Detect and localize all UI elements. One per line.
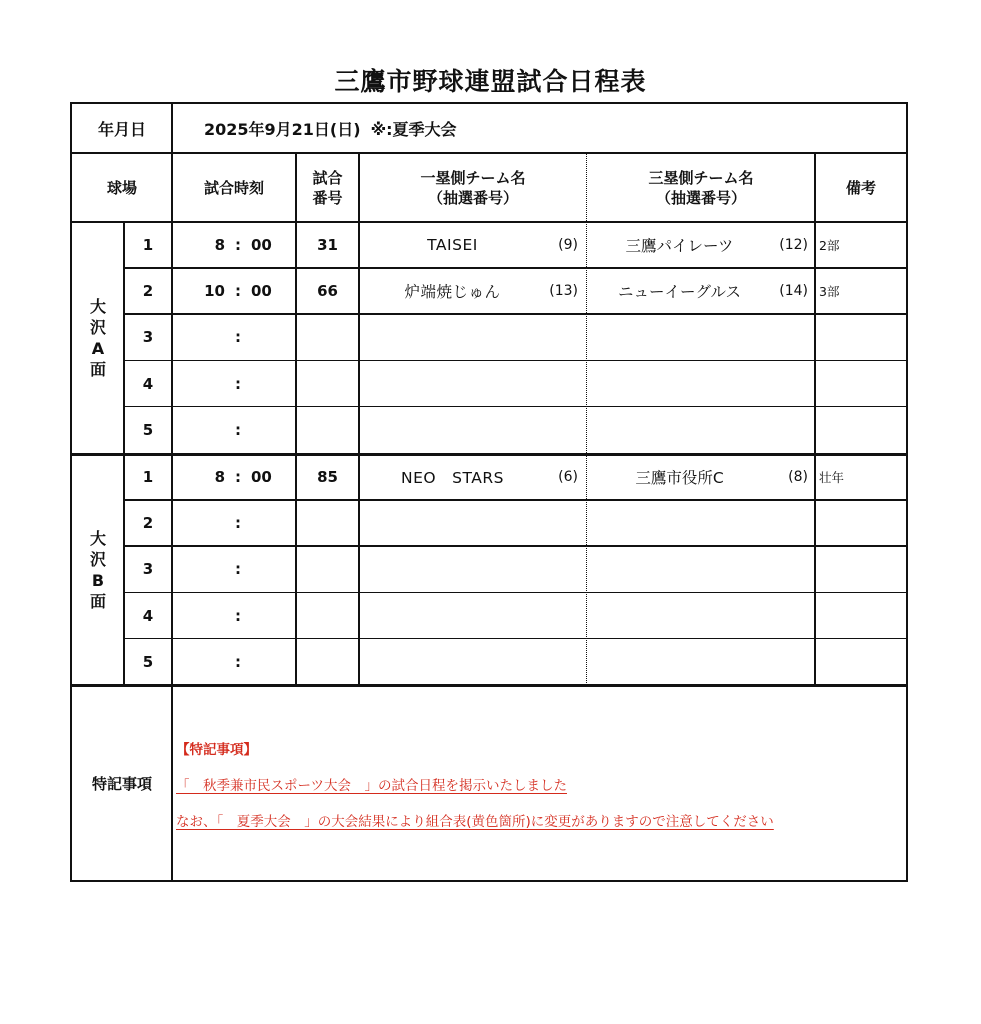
third-base-draw: (12) xyxy=(779,237,808,254)
first-base-team xyxy=(375,361,530,407)
first-base-draw xyxy=(530,314,584,360)
header-third-base-team xyxy=(587,153,815,222)
slot-number: 3 xyxy=(142,560,154,579)
match-hour xyxy=(172,639,225,685)
third-base-team xyxy=(597,546,762,592)
first-base-team: NEO STARS xyxy=(401,469,504,488)
match-minute: 00 xyxy=(251,468,272,487)
venue-b-label xyxy=(72,454,124,685)
third-base-draw xyxy=(762,546,814,592)
venue-a-label xyxy=(72,222,124,454)
time-separator: : xyxy=(235,468,241,487)
tournament-note: ※:夏季大会 xyxy=(370,120,457,139)
time-separator: : xyxy=(235,328,241,347)
third-base-team: 三鷹パイレーツ xyxy=(625,237,734,256)
remarks-cell xyxy=(819,361,905,407)
remarks-cell xyxy=(819,639,905,685)
slot-number: 3 xyxy=(142,328,154,347)
match-hour: 10 xyxy=(204,282,225,301)
third-base-team xyxy=(597,361,762,407)
match-number: 85 xyxy=(317,468,338,487)
first-base-team xyxy=(375,639,530,685)
match-hour xyxy=(172,407,225,453)
match-minute xyxy=(251,593,296,639)
match-minute: 00 xyxy=(251,282,272,301)
time-separator: : xyxy=(235,282,241,301)
venue-b-char: 沢 xyxy=(89,549,106,569)
match-hour: 8 xyxy=(214,236,225,255)
match-hour xyxy=(172,361,225,407)
match-number: 66 xyxy=(317,282,338,301)
first-base-draw xyxy=(530,639,584,685)
slot-number: 2 xyxy=(142,514,154,533)
first-base-team xyxy=(375,500,530,546)
first-base-draw: (13) xyxy=(549,283,578,300)
third-base-draw: (14) xyxy=(779,283,808,300)
date-value: 2025年9月21日(日) xyxy=(204,120,361,139)
third-base-team: 三鷹市役所C xyxy=(635,469,724,488)
match-number: 31 xyxy=(317,236,338,255)
match-hour xyxy=(172,546,225,592)
match-number xyxy=(296,546,359,592)
remarks-cell xyxy=(819,593,905,639)
header-match-no xyxy=(296,153,359,222)
third-base-draw xyxy=(762,361,814,407)
header-venue: 球場 xyxy=(106,178,137,197)
header-third-team-line2: （抽選番号） xyxy=(655,188,746,207)
slot-number: 1 xyxy=(142,236,154,255)
match-hour xyxy=(172,500,225,546)
header-remarks: 備考 xyxy=(845,178,876,197)
match-minute xyxy=(251,314,296,360)
header-first-team-line1: 一塁側チーム名 xyxy=(420,168,526,187)
first-base-draw xyxy=(530,361,584,407)
third-base-draw xyxy=(762,500,814,546)
date-label: 年月日 xyxy=(97,120,146,139)
first-base-team xyxy=(375,314,530,360)
page-title: 三鷹市野球連盟試合日程表 xyxy=(334,67,647,96)
venue-a-char: 面 xyxy=(89,360,106,379)
first-base-draw xyxy=(530,593,584,639)
remarks-cell xyxy=(819,314,905,360)
header-third-team-line1: 三塁側チーム名 xyxy=(648,168,754,187)
remarks-cell xyxy=(819,500,905,546)
first-base-draw xyxy=(530,500,584,546)
header-time: 試合時刻 xyxy=(203,178,264,197)
time-separator: : xyxy=(235,652,241,671)
third-base-draw xyxy=(762,639,814,685)
time-separator: : xyxy=(235,420,241,439)
third-base-team xyxy=(597,593,762,639)
first-base-team xyxy=(375,407,530,453)
slot-number: 5 xyxy=(142,420,154,439)
third-base-team xyxy=(597,500,762,546)
match-hour xyxy=(172,314,225,360)
third-base-team xyxy=(597,314,762,360)
first-base-draw xyxy=(530,546,584,592)
third-base-team: ニューイーグルス xyxy=(617,283,742,302)
third-base-draw xyxy=(762,593,814,639)
remarks-cell: 3部 xyxy=(819,284,840,300)
slot-number: 2 xyxy=(142,282,154,301)
first-base-team xyxy=(375,546,530,592)
remarks-cell: 壮年 xyxy=(819,470,845,486)
venue-b-char: 面 xyxy=(89,591,106,611)
third-base-draw xyxy=(762,314,814,360)
schedule-table xyxy=(70,102,908,882)
time-separator: : xyxy=(235,236,241,255)
match-minute xyxy=(251,407,296,453)
first-base-team: TAISEI xyxy=(427,236,478,255)
venue-b-char: B xyxy=(91,570,105,590)
col-divider xyxy=(814,153,816,685)
venue-a-char: 沢 xyxy=(89,318,106,337)
match-minute: 00 xyxy=(251,236,272,255)
special-notes-line1: 「 秋季兼市民スポーツ大会 」の試合日程を掲示いたしました xyxy=(176,778,567,794)
match-minute xyxy=(251,546,296,592)
slot-number: 4 xyxy=(142,606,154,625)
slot-number: 5 xyxy=(142,652,154,671)
special-notes-heading: 【特記事項】 xyxy=(176,742,257,758)
venue-b-char: 大 xyxy=(89,528,106,548)
venue-a-char: A xyxy=(91,339,105,358)
match-number xyxy=(296,361,359,407)
match-hour xyxy=(172,593,225,639)
third-base-team xyxy=(597,407,762,453)
date-value-row xyxy=(172,104,907,153)
header-match-no-line2: 番号 xyxy=(312,188,343,207)
special-notes-line2: なお、「 夏季大会 」の大会結果により組合表(黄色箇所)に変更がありますので注意してください xyxy=(176,814,774,830)
slot-number: 1 xyxy=(142,468,154,487)
slot-number: 4 xyxy=(142,374,154,393)
match-number xyxy=(296,593,359,639)
special-notes-label: 特記事項 xyxy=(91,774,152,793)
time-separator: : xyxy=(235,606,241,625)
match-number xyxy=(296,314,359,360)
third-base-draw xyxy=(762,407,814,453)
third-base-team xyxy=(597,639,762,685)
header-first-base-team xyxy=(359,153,587,222)
first-base-team: 炉端焼じゅん xyxy=(404,283,501,302)
match-number xyxy=(296,407,359,453)
header-match-no-line1: 試合 xyxy=(312,168,343,187)
third-base-draw: (8) xyxy=(788,469,808,486)
venue-a-char: 大 xyxy=(89,297,106,316)
remarks-cell xyxy=(819,407,905,453)
match-minute xyxy=(251,500,296,546)
time-separator: : xyxy=(235,560,241,579)
col-divider-dotted xyxy=(586,153,587,685)
remarks-cell: 2部 xyxy=(819,238,840,254)
match-number xyxy=(296,500,359,546)
remarks-cell xyxy=(819,546,905,592)
match-minute xyxy=(251,639,296,685)
first-base-draw xyxy=(530,407,584,453)
match-minute xyxy=(251,361,296,407)
match-number xyxy=(296,639,359,685)
header-first-team-line2: （抽選番号） xyxy=(427,188,518,207)
time-separator: : xyxy=(235,514,241,533)
first-base-draw: (9) xyxy=(558,237,578,254)
match-hour: 8 xyxy=(214,468,225,487)
first-base-draw: (6) xyxy=(558,469,578,486)
first-base-team xyxy=(375,593,530,639)
time-separator: : xyxy=(235,374,241,393)
row-divider xyxy=(72,152,907,154)
